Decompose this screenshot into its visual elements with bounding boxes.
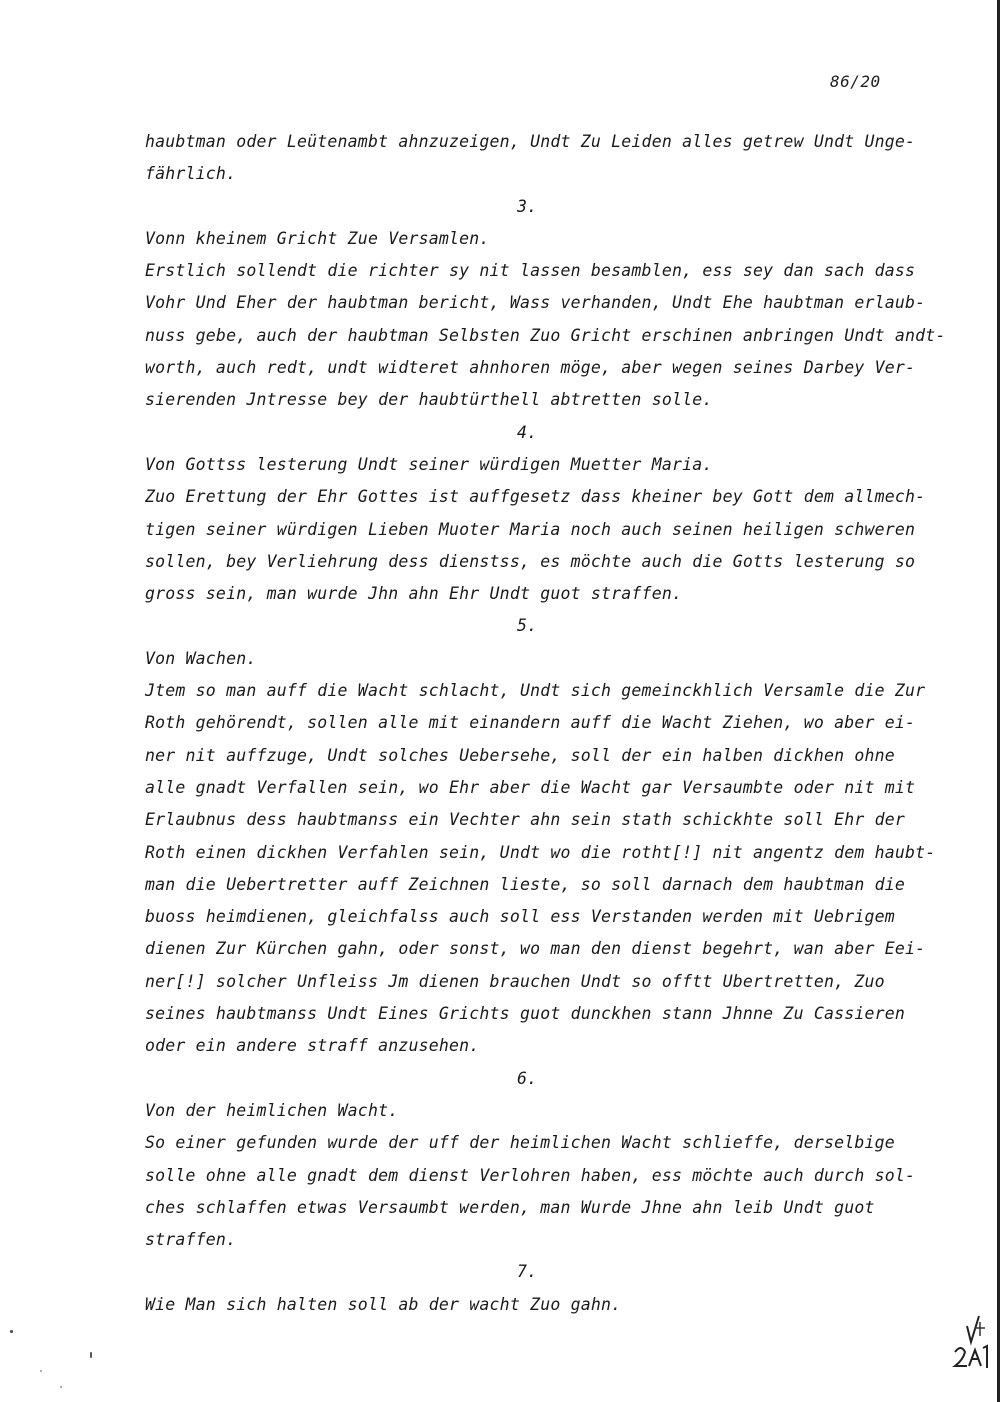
text-line: nuss gebe, auch der haubtman Selbsten Zuo Gricht erschinen anbringen Undt andt- (145, 325, 946, 345)
text-line: haubtman oder Leütenambt ahnzuzeigen, Undt Zu Leiden alles getrew Undt Unge- (145, 132, 916, 151)
section-heading-5: Von Wachen. (145, 648, 257, 668)
text-line: ner[!] solcher Unfleiss Jm dienen brauchen Undt so offtt Ubertretten, Zuo (145, 971, 885, 991)
section-number-7: 7. (517, 1262, 538, 1282)
scan-speck (90, 1352, 92, 1358)
text-line: Erlaubnus dess haubtmanss ein Vechter ahn sein stath schickhte soll Ehr der (145, 810, 906, 830)
text-line: ches schlaffen etwas Versaumbt werden, man Wurde Jhne ahn leib Undt guot (145, 1197, 875, 1217)
text-line: sollen, bey Verliehrung dess dienstss, es möchte auch die Gotts lesterung so (145, 551, 916, 571)
text-line: ner nit auffzuge, Undt solches Uebersehe, soll der ein halben dickhen ohne (145, 745, 895, 765)
section-number-4: 4. (517, 422, 538, 442)
section-number-3: 3. (517, 196, 538, 216)
document-body (145, 126, 946, 1321)
handwritten-archive-mark (945, 1312, 993, 1374)
scan-speck (60, 1386, 62, 1388)
section-heading-7: Wie Man sich halten soll ab der wacht Zuo gahn. (145, 1294, 622, 1314)
section-heading-6: Von der heimlichen Wacht. (145, 1100, 399, 1120)
text-line: alle gnadt Verfallen sein, wo Ehr aber die Wacht gar Versaumbte oder nit mit (145, 777, 916, 797)
section-number-5: 5. (517, 616, 538, 636)
text-line: So einer gefunden wurde der uff der heimlichen Wacht schlieffe, derselbige (145, 1133, 895, 1153)
text-line: worth, auch redt, undt widteret ahnhoren möge, aber wegen seines Darbey Ver- (145, 358, 916, 378)
text-line: seines haubtmanss Undt Eines Grichts guot dunckhen stann Jhnne Zu Cassieren (145, 1004, 906, 1024)
text-line: dienen Zur Kürchen gahn, oder sonst, wo man den dienst begehrt, wan aber Eei- (145, 939, 926, 959)
text-line: Roth einen dickhen Verfahlen sein, Undt wo die rotht[!] nit angentz dem haubt- (145, 842, 936, 862)
text-line: oder ein andere straff anzusehen. (145, 1036, 480, 1056)
text-line: Vohr Und Eher der haubtman bericht, Wass verhanden, Undt Ehe haubtman erlaub- (145, 293, 926, 313)
text-line: solle ohne alle gnadt dem dienst Verlohren haben, ess möchte auch durch sol- (145, 1165, 916, 1185)
text-line: buoss heimdienen, gleichfalss auch soll ess Verstanden werden mit Uebrigem (145, 907, 895, 927)
section-heading-3: Vonn kheinem Gricht Zue Versamlen. (145, 228, 490, 248)
text-line: Jtem so man auff die Wacht schlacht, Undt sich gemeinckhlich Versamle die Zur (145, 681, 926, 701)
text-line: sierenden Jntresse bey der haubtürthell abtretten solle. (145, 390, 713, 410)
text-line: straffen. (145, 1230, 237, 1250)
text-line: tigen seiner würdigen Lieben Muoter Maria noch auch seinen heiligen schweren (145, 519, 916, 539)
section-heading-4: Von Gottss lesterung Undt seiner würdigen Muetter Maria. (145, 454, 713, 474)
section-number-6: 6. (517, 1068, 538, 1088)
text-line: Roth gehörendt, sollen alle mit einandern auff die Wacht Ziehen, wo aber ei- (145, 713, 916, 733)
text-line: gross sein, man wurde Jhn ahn Ehr Undt guot straffen. (145, 584, 683, 604)
text-line: man die Uebertretter auff Zeichnen lieste, so soll darnach dem haubtman die (145, 874, 906, 894)
text-line: Zuo Erettung der Ehr Gottes ist auffgesetz dass kheiner bey Gott dem allmech- (145, 487, 926, 507)
text-line: Erstlich sollendt die richter sy nit lassen besamblen, ess sey dan sach dass (145, 261, 916, 281)
page-number: 86/20 (830, 72, 881, 91)
scan-speck (10, 1330, 13, 1333)
scan-speck (40, 1370, 42, 1372)
text-line: fährlich. (145, 164, 237, 184)
